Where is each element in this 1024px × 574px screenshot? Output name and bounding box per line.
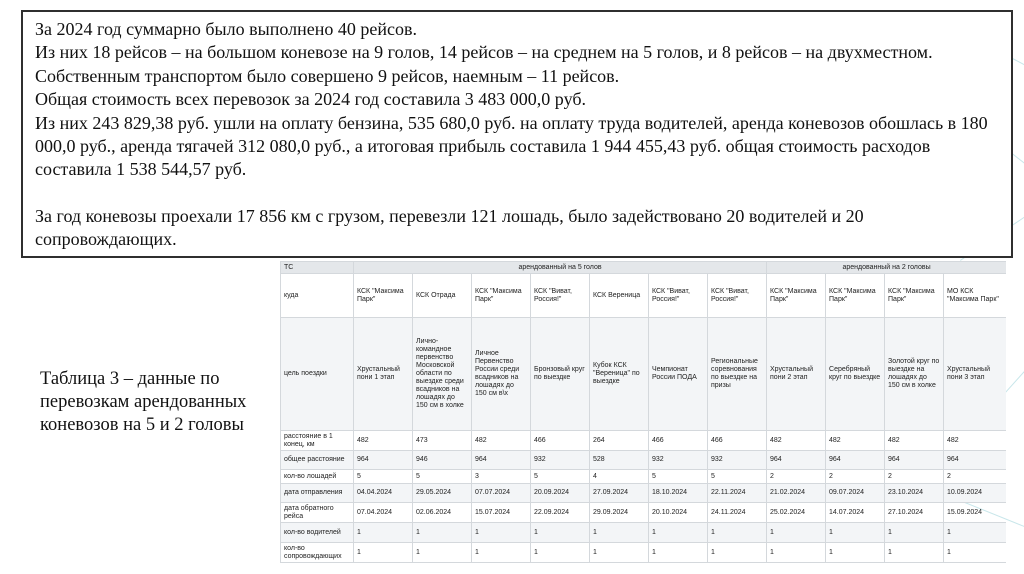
table-cell: 1 <box>708 543 767 563</box>
table-cell: Кубок КСК "Вереница" по выездке <box>590 318 649 431</box>
table-cell: 2 <box>767 470 826 484</box>
table-cell: 1 <box>472 543 531 563</box>
table-cell: 528 <box>590 451 649 470</box>
summary-line-total-trips: За 2024 год суммарно было выполнено 40 рейсов. <box>35 19 417 39</box>
table-row <box>281 484 1007 503</box>
table-cell: 15.07.2024 <box>472 503 531 523</box>
table-cell: 1 <box>885 523 944 543</box>
table-cell: Лично-командное первенство Московской области по выездке среди всадников на лошадях до 150 см в холке <box>413 318 472 431</box>
transport-table <box>280 261 1006 574</box>
table-cell: Личное Первенство России среди всадников на лошадях до 150 см в\х <box>472 318 531 431</box>
table-cell: 22.11.2024 <box>708 484 767 503</box>
table-cell: КСК "Максима Парк" <box>472 274 531 318</box>
table-cell: 1 <box>649 543 708 563</box>
table-cell: КСК "Максима Парк" <box>767 274 826 318</box>
table-cell: 964 <box>826 451 885 470</box>
row-label-horses: кол-во лошадей <box>281 470 354 484</box>
table-cell: 932 <box>708 451 767 470</box>
table-cell: КСК "Максима Парк" <box>826 274 885 318</box>
table-cell: 29.05.2024 <box>413 484 472 503</box>
table-cell: 24.11.2024 <box>708 503 767 523</box>
table-cell: 04.04.2024 <box>354 484 413 503</box>
table-cell: 5 <box>708 470 767 484</box>
table-cell: 18.10.2024 <box>649 484 708 503</box>
summary-line-total-cost: Общая стоимость всех перевозок за 2024 год составила 3 483 000,0 руб. <box>35 89 586 110</box>
table-cell: 14.07.2024 <box>826 503 885 523</box>
table-cell: КСК "Максима Парк" <box>885 274 944 318</box>
table-header-row <box>281 262 1007 274</box>
table-row <box>281 274 1007 318</box>
table-caption: Таблица 3 – данные по перевозкам арендованных коневозов на 5 и 2 головы <box>40 369 247 435</box>
table-cell: 1 <box>413 523 472 543</box>
header-group-5: арендованный на 5 голов <box>354 262 767 274</box>
table-cell: 20.10.2024 <box>649 503 708 523</box>
table-cell: 1 <box>826 523 885 543</box>
table-cell: 4 <box>590 470 649 484</box>
table-cell: 5 <box>354 470 413 484</box>
table-cell: 1 <box>354 523 413 543</box>
table-cell: 5 <box>531 470 590 484</box>
table-cell: МО КСК "Максима Парк" <box>944 274 1006 318</box>
table-cell: 1 <box>885 543 944 563</box>
row-label-destination: куда <box>281 274 354 318</box>
table-cell: 1 <box>944 523 1006 543</box>
row-label-date-depart: дата отправления <box>281 484 354 503</box>
row-label-purpose: цель поездки <box>281 318 354 431</box>
table-cell: 20.09.2024 <box>531 484 590 503</box>
table-cell: 932 <box>531 451 590 470</box>
table-cell: 482 <box>767 431 826 451</box>
table-cell: 964 <box>472 451 531 470</box>
table-cell: 482 <box>885 431 944 451</box>
table-cell: 02.06.2024 <box>413 503 472 523</box>
table-cell: 27.10.2024 <box>885 503 944 523</box>
table-row <box>281 470 1007 484</box>
table-row <box>281 318 1007 431</box>
header-label: ТС <box>281 262 354 274</box>
table-cell: 22.09.2024 <box>531 503 590 523</box>
row-label-date-return: дата обратного рейса <box>281 503 354 523</box>
table-cell: Хрустальный пони 2 этап <box>767 318 826 431</box>
table-cell: Золотой круг по выездке на лошадях до 150 см в холке <box>885 318 944 431</box>
table-cell: 15.09.2024 <box>944 503 1006 523</box>
table-cell: 1 <box>767 523 826 543</box>
table-cell: КСК Вереница <box>590 274 649 318</box>
table-cell: Региональные соревнования по выездке на призы <box>708 318 767 431</box>
summary-line-distance: За год коневозы проехали 17 856 км с грузом, перевезли 121 лошадь, было задействовано 20 водителей и 20 сопровождающих. <box>35 205 864 250</box>
table-cell: 27.09.2024 <box>590 484 649 503</box>
table-row <box>281 451 1007 470</box>
table-cell: 964 <box>885 451 944 470</box>
table-cell: 1 <box>472 523 531 543</box>
table-cell: 1 <box>531 523 590 543</box>
table-cell: Чемпионат России ПОДА <box>649 318 708 431</box>
table-cell: 932 <box>649 451 708 470</box>
table-cell: 5 <box>413 470 472 484</box>
summary-line-trip-breakdown: Из них 18 рейсов – на большом коневозе на 9 голов, 14 рейсов – на среднем на 5 голов, и 8 рейсов – на двухместном. <box>35 42 933 63</box>
table-cell: 1 <box>531 543 590 563</box>
summary-line-expenses: Из них 243 829,38 руб. ушли на оплату бензина, 535 680,0 руб. на оплату труда водителей, аренда коневозов обошлась в 180 000,0 руб., аренда тягачей 312 080,0 руб., а итоговая прибыль составила 1 944 455,43 руб. общая стоимость расходов составила 1 538 544,57 руб. <box>35 112 988 180</box>
table-cell: 466 <box>649 431 708 451</box>
table-cell: КСК "Виват, Россия!" <box>649 274 708 318</box>
table-cell: 964 <box>354 451 413 470</box>
table-cell: 482 <box>826 431 885 451</box>
table-cell: КСК "Виват, Россия!" <box>531 274 590 318</box>
table-cell: КСК "Максима Парк" <box>354 274 413 318</box>
table-cell: 482 <box>944 431 1006 451</box>
table-cell: 482 <box>472 431 531 451</box>
table-cell: 1 <box>826 543 885 563</box>
table-cell: 2 <box>826 470 885 484</box>
table-cell: 3 <box>472 470 531 484</box>
table-cell: Бронзовый круг по выездке <box>531 318 590 431</box>
table-cell: Хрустальный пони 1 этап <box>354 318 413 431</box>
table-row <box>281 431 1007 451</box>
table-cell: 09.07.2024 <box>826 484 885 503</box>
table-cell: 1 <box>413 543 472 563</box>
table-cell: 1 <box>649 523 708 543</box>
header-group-2: арендованный на 2 головы <box>767 262 1006 274</box>
table-cell: 264 <box>590 431 649 451</box>
table-cell: 2 <box>885 470 944 484</box>
table-cell: КСК "Виват, Россия!" <box>708 274 767 318</box>
table-cell: 1 <box>354 543 413 563</box>
table-cell: КСК Отрада <box>413 274 472 318</box>
table-cell: 466 <box>708 431 767 451</box>
table-cell: 1 <box>944 543 1006 563</box>
table-cell: Хрустальный пони 3 этап <box>944 318 1006 431</box>
table-cell: 10.09.2024 <box>944 484 1006 503</box>
table-cell: 1 <box>590 543 649 563</box>
table-cell: 964 <box>767 451 826 470</box>
summary-line-own-vs-hired: Собственным транспортом было совершено 9 рейсов, наемным – 11 рейсов. <box>35 65 620 86</box>
table-cell: 25.02.2024 <box>767 503 826 523</box>
row-label-escorts: кол-во сопровождающих <box>281 543 354 563</box>
table-row <box>281 543 1007 563</box>
table-cell: 964 <box>944 451 1006 470</box>
table-cell: 473 <box>413 431 472 451</box>
table-cell: 1 <box>708 523 767 543</box>
table-cell: 1 <box>767 543 826 563</box>
table-cell: 5 <box>649 470 708 484</box>
table-cell: 29.09.2024 <box>590 503 649 523</box>
row-label-distance-one: расстояние в 1 конец, км <box>281 431 354 451</box>
table-row <box>281 503 1007 523</box>
table-cell: 23.10.2024 <box>885 484 944 503</box>
table-cell: 946 <box>413 451 472 470</box>
table-cell: 07.04.2024 <box>354 503 413 523</box>
table-cell: 482 <box>354 431 413 451</box>
table-cell: 1 <box>590 523 649 543</box>
table-cell: 2 <box>944 470 1006 484</box>
row-label-distance-total: общее расстояние <box>281 451 354 470</box>
summary-textbox <box>21 10 1013 258</box>
table-row <box>281 523 1007 543</box>
table-cell: Серебряный круг по выездке <box>826 318 885 431</box>
table-cell: 07.07.2024 <box>472 484 531 503</box>
table-cell: 21.02.2024 <box>767 484 826 503</box>
row-label-drivers: кол-во водителей <box>281 523 354 543</box>
table-cell: 466 <box>531 431 590 451</box>
